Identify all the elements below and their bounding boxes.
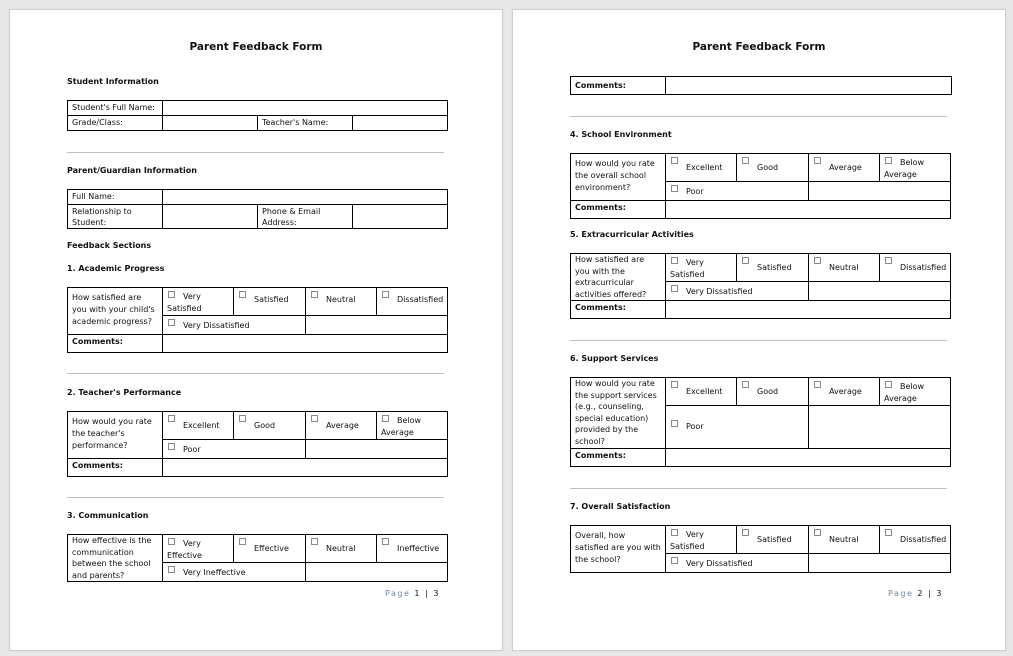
divider: [67, 497, 444, 498]
checkbox-icon[interactable]: [168, 319, 175, 326]
teacher-comments-field[interactable]: [163, 459, 448, 477]
checkbox-icon[interactable]: [671, 185, 678, 192]
option-dissatisfied[interactable]: Dissatisfied: [880, 526, 951, 554]
empty-cell: [809, 554, 951, 573]
checkbox-icon[interactable]: [885, 157, 892, 164]
checkbox-icon[interactable]: [382, 538, 389, 545]
student-info-table: [67, 100, 448, 131]
option-very-dissatisfied[interactable]: Very Dissatisfied: [666, 282, 809, 301]
academic-comments-field[interactable]: [163, 335, 448, 353]
checkbox-icon[interactable]: [885, 529, 892, 536]
option-very-satisfied[interactable]: Very Satisfied: [666, 526, 737, 554]
checkbox-icon[interactable]: [168, 415, 175, 422]
environment-comments-field[interactable]: [666, 201, 951, 219]
checkbox-icon[interactable]: [742, 381, 749, 388]
empty-cell: [306, 563, 448, 582]
comments-label: Comments:: [571, 301, 666, 319]
support-question: How would you rate the support services (e.g., counseling, special education) provided by the school?: [571, 378, 666, 449]
option-below-average[interactable]: Below Average: [377, 412, 448, 440]
checkbox-icon[interactable]: [311, 415, 318, 422]
option-poor[interactable]: Poor: [666, 182, 809, 201]
grade-label: Grade/Class:: [68, 116, 163, 131]
document-page-2: [512, 9, 1006, 651]
option-neutral[interactable]: Neutral: [306, 535, 377, 563]
checkbox-icon[interactable]: [885, 257, 892, 264]
academic-question: How satisfied are you with your child's academic progress?: [68, 288, 163, 335]
overall-heading: 7. Overall Satisfaction: [570, 502, 671, 511]
checkbox-icon[interactable]: [885, 381, 892, 388]
document-page-1: [9, 9, 503, 651]
checkbox-icon[interactable]: [168, 443, 175, 450]
divider: [67, 152, 444, 153]
option-excellent[interactable]: Excellent: [666, 154, 737, 182]
option-very-ineffective[interactable]: Very Ineffective: [163, 563, 306, 582]
extracurricular-heading: 5. Extracurricular Activities: [570, 230, 694, 239]
parent-name-field[interactable]: [163, 190, 448, 205]
option-neutral[interactable]: Neutral: [306, 288, 377, 316]
option-average[interactable]: Average: [306, 412, 377, 440]
option-satisfied[interactable]: Satisfied: [737, 526, 809, 554]
option-satisfied[interactable]: Satisfied: [234, 288, 306, 316]
checkbox-icon[interactable]: [671, 529, 678, 536]
option-dissatisfied[interactable]: Dissatisfied: [377, 288, 448, 316]
teacher-name-field[interactable]: [353, 116, 448, 131]
comments-label: Comments:: [571, 201, 666, 219]
extracurricular-comments-field[interactable]: [666, 301, 951, 319]
teacher-name-label: Teacher's Name:: [258, 116, 353, 131]
checkbox-icon[interactable]: [168, 566, 175, 573]
checkbox-icon[interactable]: [671, 285, 678, 292]
checkbox-icon[interactable]: [671, 257, 678, 264]
checkbox-icon[interactable]: [742, 157, 749, 164]
comments-label: Comments:: [68, 335, 163, 353]
communication-table: [67, 534, 448, 582]
checkbox-icon[interactable]: [239, 538, 246, 545]
checkbox-icon[interactable]: [239, 291, 246, 298]
page-number: Page 2 | 3: [888, 589, 943, 598]
student-info-heading: Student Information: [67, 77, 159, 86]
comments-label: Comments:: [571, 449, 666, 467]
option-very-dissatisfied[interactable]: Very Dissatisfied: [163, 316, 306, 335]
checkbox-icon[interactable]: [311, 538, 318, 545]
support-heading: 6. Support Services: [570, 354, 659, 363]
form-title: Parent Feedback Form: [189, 41, 323, 53]
comments-label: Comments:: [571, 77, 666, 95]
contact-label: Phone & Email Address:: [258, 205, 353, 229]
option-ineffective[interactable]: Ineffective: [377, 535, 448, 563]
checkbox-icon[interactable]: [168, 538, 175, 545]
checkbox-icon[interactable]: [239, 415, 246, 422]
environment-question: How would you rate the overall school environment?: [571, 154, 666, 201]
option-neutral[interactable]: Neutral: [809, 526, 880, 554]
parent-name-label: Full Name:: [68, 190, 163, 205]
option-very-dissatisfied[interactable]: Very Dissatisfied: [666, 554, 809, 573]
option-good[interactable]: Good: [737, 378, 809, 406]
option-satisfied[interactable]: Satisfied: [737, 254, 809, 282]
overall-question: Overall, how satisfied are you with the school?: [571, 526, 666, 573]
divider: [570, 116, 947, 117]
parent-info-heading: Parent/Guardian Information: [67, 166, 197, 175]
checkbox-icon[interactable]: [742, 529, 749, 536]
teacher-heading: 2. Teacher's Performance: [67, 388, 182, 397]
academic-table: [67, 287, 448, 353]
option-poor[interactable]: Poor: [666, 406, 809, 449]
student-name-label: Student's Full Name:: [68, 101, 163, 116]
divider: [570, 488, 947, 489]
option-below-average[interactable]: Below Average: [880, 378, 951, 406]
parent-info-table: [67, 189, 448, 229]
checkbox-icon[interactable]: [814, 529, 821, 536]
checkbox-icon[interactable]: [382, 415, 389, 422]
extracurricular-table: [570, 253, 951, 319]
divider: [67, 373, 444, 374]
support-table: [570, 377, 951, 467]
comments-label: Comments:: [68, 459, 163, 477]
communication-heading: 3. Communication: [67, 511, 149, 520]
communication-question: How effective is the communication between the school and parents?: [68, 535, 163, 582]
checkbox-icon[interactable]: [814, 381, 821, 388]
checkbox-icon[interactable]: [311, 291, 318, 298]
option-average[interactable]: Average: [809, 378, 880, 406]
page-number: Page 1 | 3: [385, 589, 440, 598]
support-comments-field[interactable]: [666, 449, 951, 467]
option-excellent[interactable]: Excellent: [163, 412, 234, 440]
option-effective[interactable]: Effective: [234, 535, 306, 563]
teacher-table: [67, 411, 448, 477]
checkbox-icon[interactable]: [742, 257, 749, 264]
teacher-question: How would you rate the teacher's performance?: [68, 412, 163, 459]
option-good[interactable]: Good: [737, 154, 809, 182]
overall-table: [570, 525, 951, 573]
option-very-satisfied[interactable]: Very Satisfied: [666, 254, 737, 282]
relationship-field[interactable]: [163, 205, 258, 229]
student-name-field[interactable]: [163, 101, 448, 116]
checkbox-icon[interactable]: [168, 291, 175, 298]
option-good[interactable]: Good: [234, 412, 306, 440]
checkbox-icon[interactable]: [671, 420, 678, 427]
empty-cell: [306, 316, 448, 335]
continued-comments-table: [570, 76, 952, 95]
checkbox-icon[interactable]: [671, 381, 678, 388]
checkbox-icon[interactable]: [814, 257, 821, 264]
option-dissatisfied[interactable]: Dissatisfied: [880, 254, 951, 282]
feedback-sections-heading: Feedback Sections: [67, 241, 152, 250]
communication-comments-field[interactable]: [666, 77, 952, 95]
option-average[interactable]: Average: [809, 154, 880, 182]
option-below-average[interactable]: Below Average: [880, 154, 951, 182]
empty-cell: [809, 282, 951, 301]
option-poor[interactable]: Poor: [163, 440, 306, 459]
form-title: Parent Feedback Form: [692, 41, 826, 53]
checkbox-icon[interactable]: [382, 291, 389, 298]
environment-table: [570, 153, 951, 219]
option-very-effective[interactable]: Very Effective: [163, 535, 234, 563]
extracurricular-question: How satisfied are you with the extracurricular activities offered?: [571, 254, 666, 301]
environment-heading: 4. School Environment: [570, 130, 672, 139]
option-very-satisfied[interactable]: Very Satisfied: [163, 288, 234, 316]
checkbox-icon[interactable]: [671, 557, 678, 564]
empty-cell: [306, 440, 448, 459]
contact-field[interactable]: [353, 205, 448, 229]
empty-cell: [809, 182, 951, 201]
academic-heading: 1. Academic Progress: [67, 264, 165, 273]
option-excellent[interactable]: Excellent: [666, 378, 737, 406]
empty-cell: [809, 406, 951, 449]
grade-field[interactable]: [163, 116, 258, 131]
divider: [570, 340, 947, 341]
checkbox-icon[interactable]: [671, 157, 678, 164]
relationship-label: Relationship to Student:: [68, 205, 163, 229]
option-neutral[interactable]: Neutral: [809, 254, 880, 282]
checkbox-icon[interactable]: [814, 157, 821, 164]
